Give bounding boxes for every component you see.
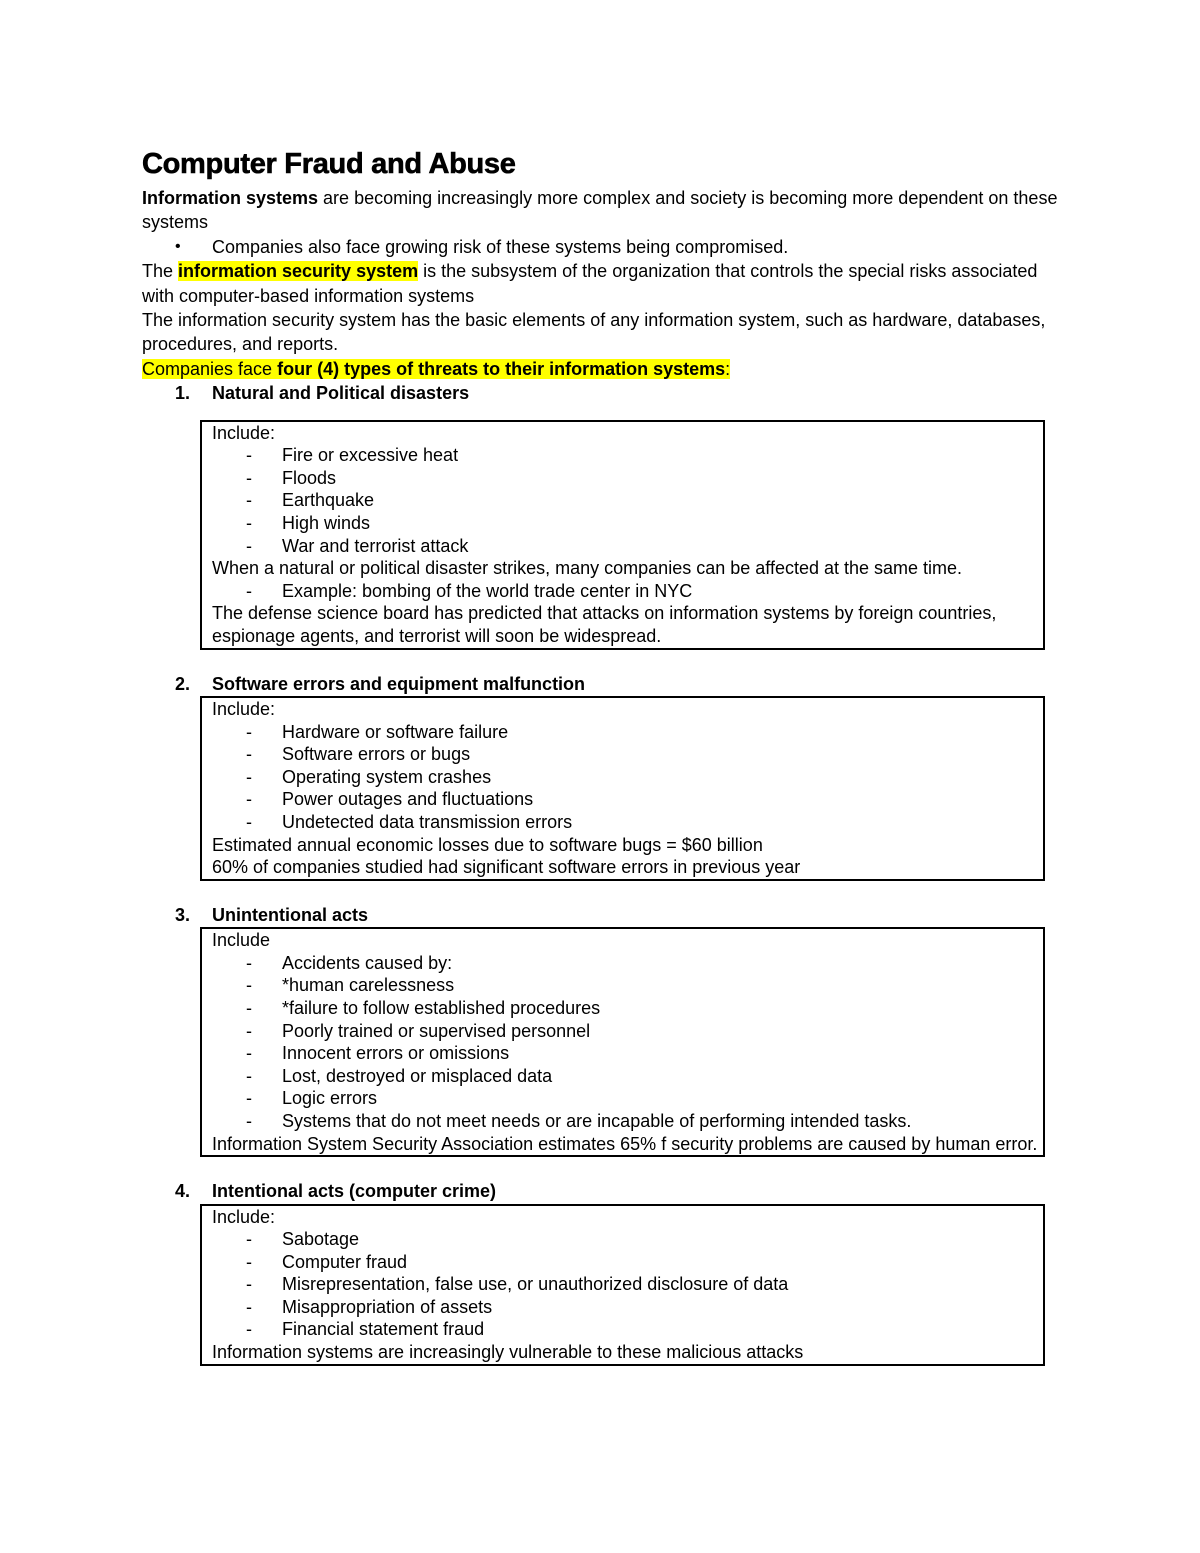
list-item — [212, 974, 1043, 997]
intro-lead-bold: Information systems — [142, 188, 319, 208]
list-item-text: Undetected data transmission errors — [282, 811, 573, 832]
list-item — [212, 489, 1043, 512]
dash-icon: - — [246, 1110, 252, 1131]
section-box-2 — [200, 696, 1045, 881]
list-item — [212, 721, 1043, 744]
section-heading-text: Intentional acts (computer crime) — [212, 1181, 497, 1202]
dash-icon: - — [246, 789, 252, 810]
section-number: 4. — [175, 1181, 191, 1202]
list-item — [212, 1087, 1043, 1110]
list-item — [212, 1042, 1043, 1065]
document-page — [142, 146, 1072, 1366]
list-item-text: Software errors or bugs — [282, 744, 471, 765]
list-item-text: Poorly trained or supervised personnel — [282, 1020, 591, 1041]
list-item — [212, 1296, 1043, 1319]
intro-paragraph — [142, 186, 1072, 235]
list-item-text: Example: bombing of the world trade center in NYC — [282, 580, 693, 601]
section-box-1 — [200, 420, 1045, 650]
list-item-text: Hardware or software failure — [282, 721, 509, 742]
dash-icon: - — [246, 952, 252, 973]
section-box-4 — [200, 1204, 1045, 1366]
box-note: When a natural or political disaster strikes, many companies can be affected at the same time. — [212, 558, 963, 579]
list-item-text: Operating system crashes — [282, 766, 492, 787]
include-label: Include: — [212, 422, 276, 443]
elements-paragraph: The information security system has the basic elements of any information system, such as hardware, databases, procedures, and reports. — [142, 310, 1046, 355]
iss-highlight: information security system — [178, 261, 419, 282]
section-heading-text: Software errors and equipment malfunction — [212, 673, 586, 694]
section-heading-text: Unintentional acts — [212, 904, 369, 925]
section-box-3 — [200, 927, 1045, 1157]
dash-icon: - — [246, 1319, 252, 1340]
dash-icon: - — [246, 1043, 252, 1064]
include-label: Include: — [212, 699, 276, 719]
threats-post: : — [725, 358, 731, 379]
include-label: Include: — [212, 1206, 276, 1227]
section-number: 1. — [175, 383, 191, 404]
dash-icon: - — [246, 721, 252, 742]
dash-icon: - — [246, 1065, 252, 1086]
intro-bullet-text: Companies also face growing risk of these systems being compromised. — [212, 236, 789, 257]
dash-icon: - — [246, 1020, 252, 1041]
list-item-text: High winds — [282, 513, 371, 534]
section-number: 3. — [175, 904, 191, 925]
intro-bullet — [142, 235, 1072, 259]
dash-icon: - — [246, 744, 252, 765]
iss-paragraph — [142, 259, 1072, 308]
list-item — [212, 1110, 1043, 1133]
list-item — [212, 467, 1043, 490]
dash-icon: - — [246, 766, 252, 787]
dash-icon: - — [246, 513, 252, 534]
box-note: The defense science board has predicted that attacks on information systems by foreign countries, espionage agents, and terrorist will soon be widespread. — [212, 603, 997, 646]
list-item — [212, 512, 1043, 535]
box-note: 60% of companies studied had significant software errors in previous year — [212, 857, 801, 878]
section-heading-2 — [142, 672, 1072, 696]
section-number: 2. — [175, 673, 191, 694]
list-item — [212, 766, 1043, 789]
dash-icon: - — [246, 1296, 252, 1317]
list-item-text: Financial statement fraud — [282, 1319, 485, 1340]
dash-icon: - — [246, 445, 252, 466]
list-item-text: Accidents caused by: — [282, 952, 453, 973]
list-item — [212, 743, 1043, 766]
list-item-text: War and terrorist attack — [282, 535, 469, 556]
list-item — [212, 997, 1043, 1020]
dash-icon: - — [246, 1088, 252, 1109]
iss-pre: The — [142, 261, 179, 282]
list-item — [212, 788, 1043, 811]
include-label: Include — [212, 930, 271, 951]
list-item — [212, 1065, 1043, 1088]
dash-icon: - — [246, 997, 252, 1018]
dash-icon: - — [246, 975, 252, 996]
bullet-icon: • — [175, 237, 181, 255]
intro-lead-rest: are becoming increasingly more complex and society is becoming more dependent on these systems — [142, 188, 1058, 233]
list-item-text: Earthquake — [282, 490, 375, 511]
dash-icon: - — [246, 1274, 252, 1295]
page-title: Computer Fraud and Abuse — [142, 148, 516, 180]
list-item-text: *human carelessness — [282, 975, 455, 996]
dash-icon: - — [246, 467, 252, 488]
list-item — [212, 1318, 1043, 1341]
list-item-text: Lost, destroyed or misplaced data — [282, 1065, 553, 1086]
list-item — [212, 535, 1043, 558]
dash-icon: - — [246, 490, 252, 511]
box-note: Information systems are increasingly vulnerable to these malicious attacks — [212, 1342, 804, 1363]
box-note: Estimated annual economic losses due to software bugs = $60 billion — [212, 834, 763, 855]
list-item-text: Sabotage — [282, 1229, 360, 1250]
list-item-text: Power outages and fluctuations — [282, 789, 534, 810]
dash-icon: - — [246, 535, 252, 556]
list-item-text: Fire or excessive heat — [282, 445, 459, 466]
threats-pre: Companies face — [142, 358, 278, 379]
list-item-text: Misrepresentation, false use, or unauthorized disclosure of data — [282, 1274, 789, 1295]
threats-paragraph — [142, 357, 1072, 381]
dash-icon: - — [246, 580, 252, 601]
box-note: Information System Security Association estimates 65% f security problems are caused by human error. — [212, 1133, 1038, 1154]
list-item-text: *failure to follow established procedures — [282, 997, 601, 1018]
dash-icon: - — [246, 1251, 252, 1272]
list-item — [212, 1251, 1043, 1274]
list-item-text: Misappropriation of assets — [282, 1296, 493, 1317]
list-item — [212, 1273, 1043, 1296]
dash-icon: - — [246, 811, 252, 832]
list-item — [212, 444, 1043, 467]
threats-bold: four (4) types of threats to their information systems — [277, 358, 726, 379]
list-item-text: Floods — [282, 467, 337, 488]
list-item — [212, 580, 1043, 603]
list-item — [212, 1228, 1043, 1251]
list-item-text: Innocent errors or omissions — [282, 1043, 510, 1064]
section-heading-text: Natural and Political disasters — [212, 383, 470, 404]
list-item — [212, 1020, 1043, 1043]
dash-icon: - — [246, 1229, 252, 1250]
list-item-text: Logic errors — [282, 1088, 378, 1109]
section-heading-1 — [142, 381, 1072, 405]
list-item — [212, 952, 1043, 975]
iss-rest: is the subsystem of the organization that controls the special risks associated with computer-based information systems — [142, 261, 1038, 306]
list-item-text: Computer fraud — [282, 1251, 408, 1272]
section-heading-3 — [142, 903, 1072, 927]
list-item — [212, 811, 1043, 834]
list-item-text: Systems that do not meet needs or are incapable of performing intended tasks. — [282, 1110, 912, 1131]
section-heading-4 — [142, 1179, 1072, 1203]
